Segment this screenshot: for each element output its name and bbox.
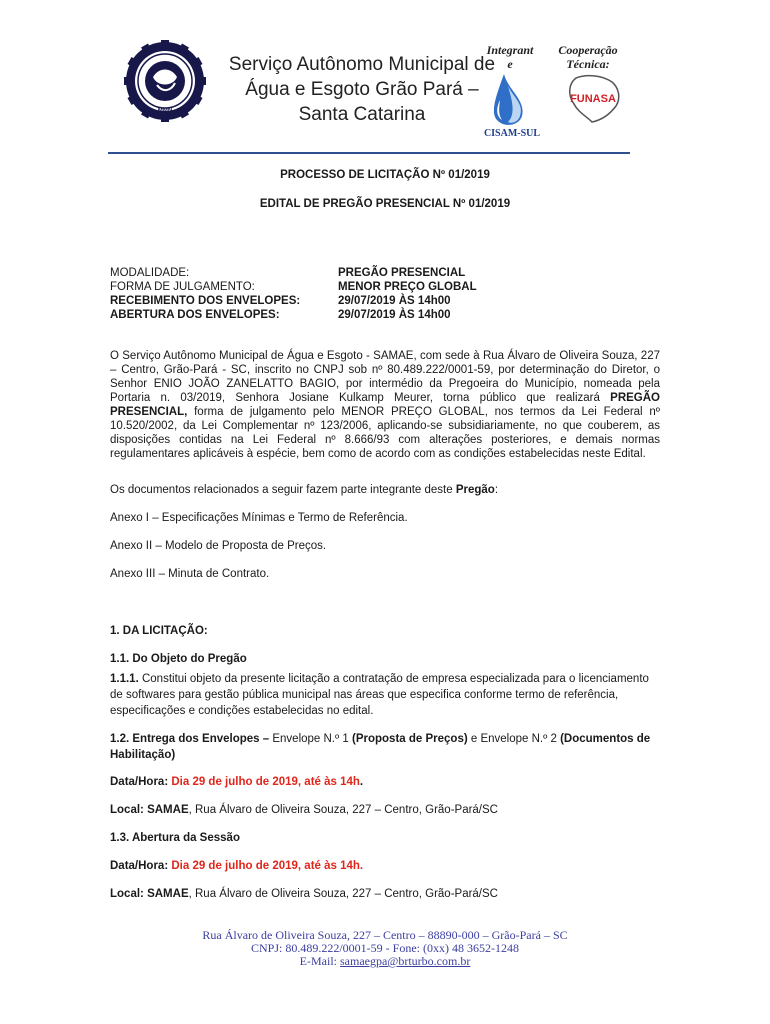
intro-bold: PREGÃO PRESENCIAL, <box>110 392 660 418</box>
page-footer <box>0 929 770 968</box>
modality-info <box>110 266 477 322</box>
subsection-heading: 1.1. Do Objeto do Pregão <box>110 653 247 665</box>
info-value: 29/07/2019 ÀS 14h00 <box>338 295 451 307</box>
info-row <box>110 280 477 294</box>
footer-email-line <box>0 955 770 968</box>
object-paragraph <box>110 671 660 719</box>
clause-text: Envelope N.º 1 <box>269 733 352 745</box>
info-row <box>110 294 477 308</box>
annex-item: Anexo III – Minuta de Contrato. <box>110 568 270 580</box>
location-address: , Rua Álvaro de Oliveira Souza, 227 – Centro, Grão-Pará/SC <box>188 888 498 900</box>
cooperacao-line: Cooperação <box>558 43 618 57</box>
integrante-line: Integrant <box>486 43 534 57</box>
info-label: MODALIDADE: <box>110 267 190 279</box>
docs-intro-bold: Pregão <box>455 484 495 496</box>
info-row <box>110 308 477 322</box>
info-label: RECEBIMENTO DOS ENVELOPES: <box>110 295 301 307</box>
funasa-logo <box>562 72 624 124</box>
location-line <box>110 887 660 901</box>
datetime-line <box>110 775 660 789</box>
integrante-label <box>478 43 542 71</box>
cooperacao-line: Técnica: <box>566 57 610 71</box>
intro-paragraph <box>110 349 660 461</box>
info-label: FORMA DE JULGAMENTO: <box>110 281 255 293</box>
info-value: MENOR PREÇO GLOBAL <box>338 281 477 293</box>
datetime-line <box>110 859 660 873</box>
intro-text: O Serviço Autônomo Municipal de Água e Esgoto - SAMAE, com sede à Rua Álvaro de Oliveira Souza, 227 – Centro, Grão-Pará - SC, inscrito no CNPJ sob nº 80.489.222/0001-59, por determinação do Diretor, o Senhor ENIO JOÃO ZANELATTO BAGIO, por intermédio da Pregoeira do Município, nomeada pela Portaria n. 03/2019, Senhora Josiane Kulkamp Meurer, torna público que realizará <box>110 350 660 404</box>
funasa-logo-text: FUNASA <box>570 93 616 105</box>
docs-intro-text: Os documentos relacionados a seguir fazem parte integrante deste <box>110 484 456 496</box>
envelopes-paragraph <box>110 731 660 763</box>
datetime-end: . <box>359 776 364 788</box>
org-name-line: Água e Esgoto Grão Pará – <box>245 79 479 100</box>
samae-seal-logo <box>124 40 206 122</box>
clause-bold: (Documentos de Habilitação) <box>110 733 651 761</box>
footer-address: Rua Álvaro de Oliveira Souza, 227 – Centro – 88890-000 – Grão-Pará – SC <box>202 928 568 942</box>
subsection-heading: 1.3. Abertura da Sessão <box>110 832 240 844</box>
edital-title: EDITAL DE PREGÃO PRESENCIAL Nº 01/2019 <box>259 198 511 210</box>
clause-title: 1.2. Entrega dos Envelopes – <box>110 733 270 745</box>
footer-email-label: E-Mail: <box>299 954 340 968</box>
location-label: Local: <box>110 804 144 816</box>
location-name: SAMAE <box>147 888 189 900</box>
org-name-line: Serviço Autônomo Municipal de <box>228 54 496 75</box>
footer-cnpj: CNPJ: 80.489.222/0001-59 - Fone: (0xx) 48 3652-1248 <box>251 941 519 955</box>
datetime-label: Data/Hora: <box>110 776 169 788</box>
info-value: 29/07/2019 ÀS 14h00 <box>338 309 451 321</box>
info-label: ABERTURA DOS ENVELOPES: <box>110 309 280 321</box>
integrante-line: e <box>507 57 513 71</box>
org-name-line: Santa Catarina <box>298 104 426 125</box>
clause-text: Constitui objeto da presente licitação a contratação de empresa especializada para o licenciamento de softwares para gestão pública municipal nas áreas que especifica conforme termo de referência, especificações e condições estabelecidas no edital. <box>110 673 649 717</box>
info-row <box>110 266 477 280</box>
organization-name <box>222 52 502 127</box>
intro-text: forma de julgamento pelo MENOR PREÇO GLOBAL, nos termos da Lei Federal nº 10.520/2002, da Lei Complementar nº 123/2006, aplicando-se subsidiariamente, no que couberem, as disposições contidas na Lei Federal nº 8.666/93 com alterações posteriores, e demais normas regulamentares aplicáveis à espécie, bem como de acordo com as condições estabelecidas neste Edital. <box>110 406 660 460</box>
section-heading: 1. DA LICITAÇÃO: <box>110 625 208 637</box>
footer-email-link[interactable]: samaegpa@brturbo.com.br <box>339 954 471 968</box>
location-name: SAMAE <box>147 804 189 816</box>
datetime-value: Dia 29 de julho de 2019, até às 14h <box>171 776 360 788</box>
annex-item: Anexo II – Modelo de Proposta de Preços. <box>110 540 327 552</box>
clause-bold: (Proposta de Preços) <box>352 733 468 745</box>
location-address: , Rua Álvaro de Oliveira Souza, 227 – Centro, Grão-Pará/SC <box>188 804 498 816</box>
cisam-logo-text: CISAM-SUL <box>483 128 541 139</box>
process-title: PROCESSO DE LICITAÇÃO Nº 01/2019 <box>280 169 490 181</box>
location-label: Local: <box>110 888 144 900</box>
annex-item: Anexo I – Especificações Mínimas e Termo de Referência. <box>110 512 408 524</box>
clause-number: 1.1.1. <box>110 673 139 685</box>
cisam-sul-logo <box>478 70 546 140</box>
header-divider <box>108 152 630 154</box>
docs-intro-end: : <box>494 484 499 496</box>
documents-intro <box>110 483 660 497</box>
seal-text: MMN <box>157 108 173 114</box>
datetime-label: Data/Hora: <box>110 860 169 872</box>
clause-text: e Envelope N.º 2 <box>467 733 561 745</box>
info-value: PREGÃO PRESENCIAL <box>338 267 466 279</box>
datetime-value: Dia 29 de julho de 2019, até às 14h. <box>171 860 364 872</box>
cooperacao-tecnica-label <box>548 43 628 71</box>
location-line <box>110 803 660 817</box>
